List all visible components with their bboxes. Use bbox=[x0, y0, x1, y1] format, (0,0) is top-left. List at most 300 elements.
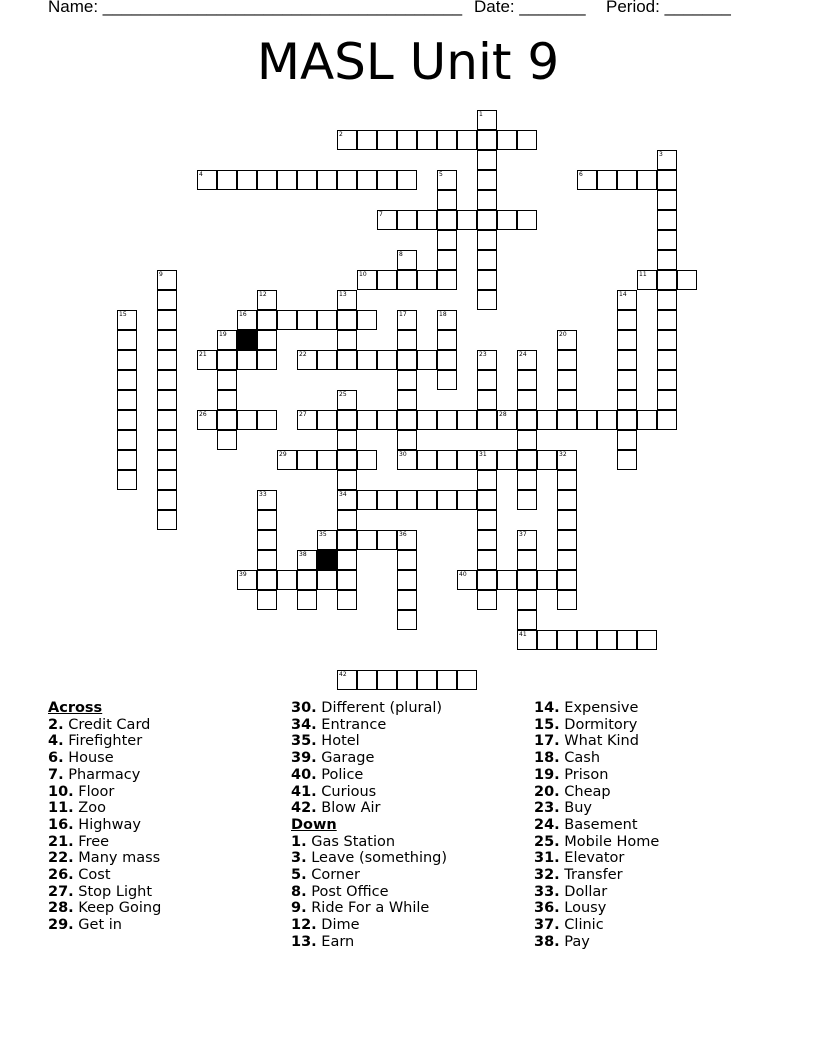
crossword-cell[interactable] bbox=[217, 170, 237, 190]
clue-number: 39 bbox=[239, 571, 247, 578]
clue-text: Leave (something) bbox=[306, 850, 448, 867]
crossword-cell[interactable] bbox=[437, 230, 457, 250]
crossword-cell[interactable] bbox=[337, 170, 357, 190]
across-clue bbox=[48, 750, 288, 767]
crossword-cell[interactable] bbox=[537, 570, 557, 590]
crossword-cell[interactable] bbox=[557, 390, 577, 410]
crossword-cell[interactable] bbox=[477, 130, 497, 150]
crossword-cell[interactable] bbox=[557, 330, 577, 350]
crossword-cell[interactable] bbox=[557, 470, 577, 490]
crossword-cell[interactable] bbox=[397, 350, 417, 370]
clue-number: 25 bbox=[339, 391, 347, 398]
crossword-cell[interactable] bbox=[277, 310, 297, 330]
crossword-cell[interactable] bbox=[317, 350, 337, 370]
crossword-cell[interactable] bbox=[357, 670, 377, 690]
crossword-cell[interactable] bbox=[477, 190, 497, 210]
crossword-cell[interactable] bbox=[437, 190, 457, 210]
crossword-cell[interactable] bbox=[457, 490, 477, 510]
crossword-cell[interactable] bbox=[157, 430, 177, 450]
clue-number: 6. bbox=[48, 750, 64, 767]
crossword-cell[interactable] bbox=[397, 390, 417, 410]
crossword-cell[interactable] bbox=[397, 370, 417, 390]
clue-number: 22 bbox=[299, 351, 307, 358]
crossword-cell[interactable] bbox=[677, 270, 697, 290]
crossword-cell[interactable] bbox=[297, 170, 317, 190]
crossword-cell[interactable] bbox=[357, 490, 377, 510]
crossword-cell[interactable] bbox=[217, 370, 237, 390]
clue-number: 1 bbox=[479, 111, 483, 118]
clue-text: Get in bbox=[73, 917, 122, 934]
crossword-cell[interactable] bbox=[497, 210, 517, 230]
crossword-cell[interactable] bbox=[417, 670, 437, 690]
across-clue bbox=[291, 717, 531, 734]
crossword-cell[interactable] bbox=[317, 310, 337, 330]
crossword-cell[interactable] bbox=[597, 410, 617, 430]
crossword-cell[interactable] bbox=[397, 590, 417, 610]
crossword-cell[interactable] bbox=[497, 130, 517, 150]
clue-number: 22. bbox=[48, 850, 74, 867]
clue-number: 30. bbox=[291, 700, 317, 716]
crossword-cell[interactable] bbox=[617, 450, 637, 470]
crossword-cell[interactable] bbox=[657, 390, 677, 410]
crossword-cell[interactable] bbox=[397, 210, 417, 230]
crossword-cell[interactable] bbox=[337, 510, 357, 530]
crossword-cell[interactable] bbox=[557, 410, 577, 430]
crossword-cell[interactable] bbox=[477, 110, 497, 130]
crossword-cell[interactable] bbox=[417, 210, 437, 230]
crossword-cell[interactable] bbox=[297, 450, 317, 470]
crossword-cell[interactable] bbox=[117, 430, 137, 450]
crossword-cell[interactable] bbox=[457, 410, 477, 430]
crossword-cell[interactable] bbox=[637, 170, 657, 190]
crossword-cell[interactable] bbox=[397, 450, 417, 470]
crossword-cell[interactable] bbox=[157, 510, 177, 530]
crossword-cell[interactable] bbox=[597, 170, 617, 190]
crossword-cell[interactable] bbox=[397, 250, 417, 270]
crossword-cell[interactable] bbox=[337, 530, 357, 550]
crossword-cell[interactable] bbox=[397, 550, 417, 570]
crossword-cell[interactable] bbox=[197, 410, 217, 430]
across-clue bbox=[48, 767, 288, 784]
crossword-cell[interactable] bbox=[477, 570, 497, 590]
crossword-cell[interactable] bbox=[477, 550, 497, 570]
across-clue bbox=[48, 784, 288, 801]
crossword-cell[interactable] bbox=[357, 270, 377, 290]
crossword-cell[interactable] bbox=[217, 430, 237, 450]
clue-text: Elevator bbox=[559, 850, 625, 867]
crossword-cell[interactable] bbox=[357, 350, 377, 370]
crossword-cell[interactable] bbox=[337, 570, 357, 590]
crossword-cell[interactable] bbox=[617, 330, 637, 350]
clue-text: Entrance bbox=[316, 716, 387, 733]
crossword-cell[interactable] bbox=[537, 450, 557, 470]
crossword-cell[interactable] bbox=[337, 290, 357, 310]
crossword-cell[interactable] bbox=[437, 670, 457, 690]
crossword-cell[interactable] bbox=[117, 350, 137, 370]
crossword-cell[interactable] bbox=[517, 610, 537, 630]
crossword-cell[interactable] bbox=[317, 450, 337, 470]
crossword-cell[interactable] bbox=[377, 270, 397, 290]
crossword-cell[interactable] bbox=[477, 170, 497, 190]
crossword-cell[interactable] bbox=[237, 410, 257, 430]
crossword-cell[interactable] bbox=[477, 590, 497, 610]
clue-number: 28. bbox=[48, 900, 74, 917]
crossword-cell[interactable] bbox=[617, 390, 637, 410]
crossword-cell[interactable] bbox=[257, 350, 277, 370]
crossword-cell[interactable] bbox=[557, 370, 577, 390]
crossword-cell[interactable] bbox=[417, 410, 437, 430]
crossword-cell[interactable] bbox=[217, 350, 237, 370]
crossword-cell[interactable] bbox=[357, 170, 377, 190]
crossword-cell[interactable] bbox=[637, 630, 657, 650]
crossword-cell[interactable] bbox=[617, 430, 637, 450]
crossword-cell[interactable] bbox=[617, 170, 637, 190]
crossword-cell[interactable] bbox=[117, 470, 137, 490]
crossword-cell[interactable] bbox=[557, 490, 577, 510]
crossword-cell[interactable] bbox=[377, 170, 397, 190]
crossword-cell[interactable] bbox=[657, 310, 677, 330]
crossword-cell[interactable] bbox=[157, 350, 177, 370]
clue-number: 3. bbox=[291, 850, 307, 867]
crossword-cell[interactable] bbox=[617, 310, 637, 330]
crossword-cell[interactable] bbox=[337, 390, 357, 410]
crossword-cell[interactable] bbox=[457, 210, 477, 230]
crossword-cell[interactable] bbox=[337, 550, 357, 570]
clue-number: 37. bbox=[534, 917, 560, 934]
crossword-cell[interactable] bbox=[657, 150, 677, 170]
crossword-cell[interactable] bbox=[257, 530, 277, 550]
crossword-cell[interactable] bbox=[417, 350, 437, 370]
blocked-square bbox=[317, 550, 337, 570]
crossword-cell[interactable] bbox=[257, 170, 277, 190]
crossword-cell[interactable] bbox=[117, 450, 137, 470]
crossword-cell[interactable] bbox=[237, 350, 257, 370]
crossword-cell[interactable] bbox=[317, 410, 337, 430]
blocked-square bbox=[237, 330, 257, 350]
crossword-cell[interactable] bbox=[617, 350, 637, 370]
crossword-cell[interactable] bbox=[317, 170, 337, 190]
crossword-cell[interactable] bbox=[257, 330, 277, 350]
crossword-cell[interactable] bbox=[517, 410, 537, 430]
crossword-cell[interactable] bbox=[397, 270, 417, 290]
clue-text: Expensive bbox=[559, 700, 639, 716]
crossword-cell[interactable] bbox=[257, 570, 277, 590]
clue-number: 28 bbox=[499, 411, 507, 418]
crossword-cell[interactable] bbox=[337, 490, 357, 510]
down-clue bbox=[291, 884, 531, 901]
clue-text: Basement bbox=[559, 816, 638, 833]
crossword-cell[interactable] bbox=[497, 450, 517, 470]
crossword-cell[interactable] bbox=[297, 590, 317, 610]
crossword-cell[interactable] bbox=[497, 570, 517, 590]
crossword-cell[interactable] bbox=[417, 450, 437, 470]
down-clue bbox=[534, 934, 774, 951]
crossword-cell[interactable] bbox=[157, 470, 177, 490]
crossword-cell[interactable] bbox=[517, 590, 537, 610]
crossword-cell[interactable] bbox=[657, 230, 677, 250]
crossword-cell[interactable] bbox=[377, 210, 397, 230]
clue-text: Hotel bbox=[316, 733, 360, 750]
crossword-cell[interactable] bbox=[477, 510, 497, 530]
crossword-cell[interactable] bbox=[577, 170, 597, 190]
crossword-cell[interactable] bbox=[517, 350, 537, 370]
crossword-cell[interactable] bbox=[257, 410, 277, 430]
crossword-cell[interactable] bbox=[157, 410, 177, 430]
crossword-cell[interactable] bbox=[357, 450, 377, 470]
crossword-cell[interactable] bbox=[477, 230, 497, 250]
crossword-cell[interactable] bbox=[337, 430, 357, 450]
crossword-cell[interactable] bbox=[457, 130, 477, 150]
crossword-cell[interactable] bbox=[657, 290, 677, 310]
crossword-cell[interactable] bbox=[657, 210, 677, 230]
crossword-cell[interactable] bbox=[117, 370, 137, 390]
crossword-cell[interactable] bbox=[517, 470, 537, 490]
crossword-cell[interactable] bbox=[517, 570, 537, 590]
crossword-cell[interactable] bbox=[397, 610, 417, 630]
crossword-cell[interactable] bbox=[437, 170, 457, 190]
crossword-cell[interactable] bbox=[517, 530, 537, 550]
crossword-cell[interactable] bbox=[397, 670, 417, 690]
clue-number: 31 bbox=[479, 451, 487, 458]
across-clue bbox=[291, 800, 531, 817]
crossword-cell[interactable] bbox=[257, 490, 277, 510]
crossword-cell[interactable] bbox=[557, 530, 577, 550]
clue-number: 16 bbox=[239, 311, 247, 318]
crossword-cell[interactable] bbox=[157, 310, 177, 330]
crossword-cell[interactable] bbox=[197, 350, 217, 370]
crossword-cell[interactable] bbox=[357, 530, 377, 550]
crossword-cell[interactable] bbox=[217, 330, 237, 350]
crossword-cell[interactable] bbox=[497, 410, 517, 430]
crossword-cell[interactable] bbox=[437, 250, 457, 270]
crossword-cell[interactable] bbox=[537, 410, 557, 430]
crossword-cell[interactable] bbox=[657, 250, 677, 270]
crossword-cell[interactable] bbox=[657, 170, 677, 190]
crossword-cell[interactable] bbox=[257, 550, 277, 570]
crossword-cell[interactable] bbox=[157, 490, 177, 510]
crossword-cell[interactable] bbox=[477, 270, 497, 290]
crossword-cell[interactable] bbox=[477, 350, 497, 370]
crossword-cell[interactable] bbox=[517, 490, 537, 510]
crossword-cell[interactable] bbox=[317, 530, 337, 550]
crossword-cell[interactable] bbox=[337, 410, 357, 430]
crossword-cell[interactable] bbox=[477, 210, 497, 230]
crossword-cell[interactable] bbox=[297, 350, 317, 370]
clue-number: 1. bbox=[291, 833, 307, 850]
crossword-cell[interactable] bbox=[417, 490, 437, 510]
crossword-cell[interactable] bbox=[117, 310, 137, 330]
crossword-cell[interactable] bbox=[377, 670, 397, 690]
crossword-cell[interactable] bbox=[397, 530, 417, 550]
crossword-cell[interactable] bbox=[517, 370, 537, 390]
clue-number: 24 bbox=[519, 351, 527, 358]
crossword-cell[interactable] bbox=[457, 570, 477, 590]
crossword-cell[interactable] bbox=[437, 330, 457, 350]
crossword-cell[interactable] bbox=[417, 130, 437, 150]
clue-text: Many mass bbox=[73, 850, 161, 867]
crossword-cell[interactable] bbox=[557, 450, 577, 470]
crossword-cell[interactable] bbox=[437, 450, 457, 470]
crossword-cell[interactable] bbox=[237, 570, 257, 590]
crossword-cell[interactable] bbox=[317, 570, 337, 590]
crossword-cell[interactable] bbox=[617, 410, 637, 430]
clue-text: Cash bbox=[559, 750, 601, 767]
crossword-cell[interactable] bbox=[617, 370, 637, 390]
crossword-cell[interactable] bbox=[337, 470, 357, 490]
across-clue bbox=[48, 834, 288, 851]
crossword-cell[interactable] bbox=[517, 630, 537, 650]
crossword-cell[interactable] bbox=[397, 490, 417, 510]
crossword-cell[interactable] bbox=[517, 550, 537, 570]
crossword-cell[interactable] bbox=[477, 490, 497, 510]
crossword-cell[interactable] bbox=[557, 350, 577, 370]
crossword-cell[interactable] bbox=[657, 270, 677, 290]
crossword-cell[interactable] bbox=[337, 330, 357, 350]
crossword-cell[interactable] bbox=[477, 410, 497, 430]
crossword-cell[interactable] bbox=[617, 630, 637, 650]
crossword-cell[interactable] bbox=[477, 290, 497, 310]
crossword-cell[interactable] bbox=[477, 450, 497, 470]
crossword-cell[interactable] bbox=[637, 270, 657, 290]
crossword-cell[interactable] bbox=[337, 310, 357, 330]
crossword-cell[interactable] bbox=[277, 450, 297, 470]
crossword-cell[interactable] bbox=[417, 270, 437, 290]
crossword-cell[interactable] bbox=[297, 410, 317, 430]
crossword-cell[interactable] bbox=[457, 670, 477, 690]
crossword-cell[interactable] bbox=[397, 570, 417, 590]
crossword-cell[interactable] bbox=[477, 250, 497, 270]
crossword-cell[interactable] bbox=[657, 190, 677, 210]
crossword-cell[interactable] bbox=[377, 490, 397, 510]
crossword-cell[interactable] bbox=[557, 590, 577, 610]
clue-text: What Kind bbox=[559, 733, 639, 750]
crossword-cell[interactable] bbox=[517, 390, 537, 410]
crossword-cell[interactable] bbox=[157, 450, 177, 470]
crossword-cell[interactable] bbox=[437, 350, 457, 370]
crossword-cell[interactable] bbox=[397, 170, 417, 190]
clue-text: Cost bbox=[73, 867, 111, 884]
crossword-cell[interactable] bbox=[437, 410, 457, 430]
crossword-cell[interactable] bbox=[517, 450, 537, 470]
crossword-cell[interactable] bbox=[597, 630, 617, 650]
crossword-cell[interactable] bbox=[397, 310, 417, 330]
clue-number: 3 bbox=[659, 151, 663, 158]
crossword-cell[interactable] bbox=[477, 470, 497, 490]
crossword-cell[interactable] bbox=[277, 170, 297, 190]
crossword-cell[interactable] bbox=[517, 130, 537, 150]
crossword-cell[interactable] bbox=[657, 410, 677, 430]
crossword-cell[interactable] bbox=[437, 210, 457, 230]
crossword-cell[interactable] bbox=[157, 370, 177, 390]
crossword-cell[interactable] bbox=[577, 410, 597, 430]
crossword-cell[interactable] bbox=[657, 370, 677, 390]
crossword-cell[interactable] bbox=[437, 310, 457, 330]
crossword-cell[interactable] bbox=[217, 410, 237, 430]
crossword-cell[interactable] bbox=[557, 630, 577, 650]
crossword-cell[interactable] bbox=[397, 130, 417, 150]
crossword-cell[interactable] bbox=[157, 290, 177, 310]
crossword-cell[interactable] bbox=[397, 430, 417, 450]
crossword-cell[interactable] bbox=[477, 530, 497, 550]
crossword-cell[interactable] bbox=[337, 450, 357, 470]
crossword-cell[interactable] bbox=[257, 310, 277, 330]
crossword-cell[interactable] bbox=[157, 330, 177, 350]
crossword-cell[interactable] bbox=[357, 130, 377, 150]
crossword-cell[interactable] bbox=[377, 410, 397, 430]
clue-number: 35 bbox=[319, 531, 327, 538]
across-clue bbox=[291, 784, 531, 801]
crossword-cell[interactable] bbox=[257, 290, 277, 310]
section-heading: Across bbox=[48, 700, 103, 716]
down-clue bbox=[534, 750, 774, 767]
crossword-cell[interactable] bbox=[437, 130, 457, 150]
crossword-cell[interactable] bbox=[277, 570, 297, 590]
crossword-cell[interactable] bbox=[557, 510, 577, 530]
crossword-cell[interactable] bbox=[657, 330, 677, 350]
crossword-cell[interactable] bbox=[457, 450, 477, 470]
clue-number: 9 bbox=[159, 271, 163, 278]
crossword-cell[interactable] bbox=[337, 350, 357, 370]
crossword-cell[interactable] bbox=[297, 310, 317, 330]
crossword-cell[interactable] bbox=[517, 210, 537, 230]
crossword-cell[interactable] bbox=[617, 290, 637, 310]
clue-number: 16. bbox=[48, 816, 74, 833]
crossword-cell[interactable] bbox=[257, 590, 277, 610]
crossword-cell[interactable] bbox=[337, 130, 357, 150]
clue-number: 25. bbox=[534, 833, 560, 850]
crossword-cell[interactable] bbox=[397, 330, 417, 350]
crossword-cell[interactable] bbox=[477, 390, 497, 410]
crossword-cell[interactable] bbox=[397, 410, 417, 430]
crossword-cell[interactable] bbox=[297, 550, 317, 570]
crossword-cell[interactable] bbox=[117, 330, 137, 350]
crossword-cell[interactable] bbox=[477, 150, 497, 170]
clue-number: 29. bbox=[48, 917, 74, 934]
crossword-cell[interactable] bbox=[537, 630, 557, 650]
crossword-cell[interactable] bbox=[197, 170, 217, 190]
crossword-cell[interactable] bbox=[217, 390, 237, 410]
crossword-cell[interactable] bbox=[337, 590, 357, 610]
crossword-cell[interactable] bbox=[377, 130, 397, 150]
crossword-cell[interactable] bbox=[437, 370, 457, 390]
crossword-cell[interactable] bbox=[297, 570, 317, 590]
crossword-cell[interactable] bbox=[337, 670, 357, 690]
clue-number: 8. bbox=[291, 883, 307, 900]
crossword-cell[interactable] bbox=[117, 390, 137, 410]
crossword-cell[interactable] bbox=[557, 550, 577, 570]
crossword-cell[interactable] bbox=[357, 410, 377, 430]
clue-number: 23. bbox=[534, 800, 560, 817]
crossword-cell[interactable] bbox=[257, 510, 277, 530]
crossword-cell[interactable] bbox=[637, 410, 657, 430]
clue-number: 42. bbox=[291, 800, 317, 817]
crossword-cell[interactable] bbox=[377, 350, 397, 370]
crossword-cell[interactable] bbox=[477, 370, 497, 390]
crossword-cell[interactable] bbox=[437, 270, 457, 290]
crossword-cell[interactable] bbox=[657, 350, 677, 370]
crossword-cell[interactable] bbox=[377, 530, 397, 550]
crossword-cell[interactable] bbox=[237, 310, 257, 330]
crossword-cell[interactable] bbox=[117, 410, 137, 430]
crossword-cell[interactable] bbox=[237, 170, 257, 190]
crossword-cell[interactable] bbox=[157, 390, 177, 410]
crossword-cell[interactable] bbox=[357, 310, 377, 330]
crossword-cell[interactable] bbox=[577, 630, 597, 650]
crossword-cell[interactable] bbox=[437, 490, 457, 510]
crossword-cell[interactable] bbox=[557, 570, 577, 590]
crossword-cell[interactable] bbox=[157, 270, 177, 290]
crossword-cell[interactable] bbox=[517, 430, 537, 450]
